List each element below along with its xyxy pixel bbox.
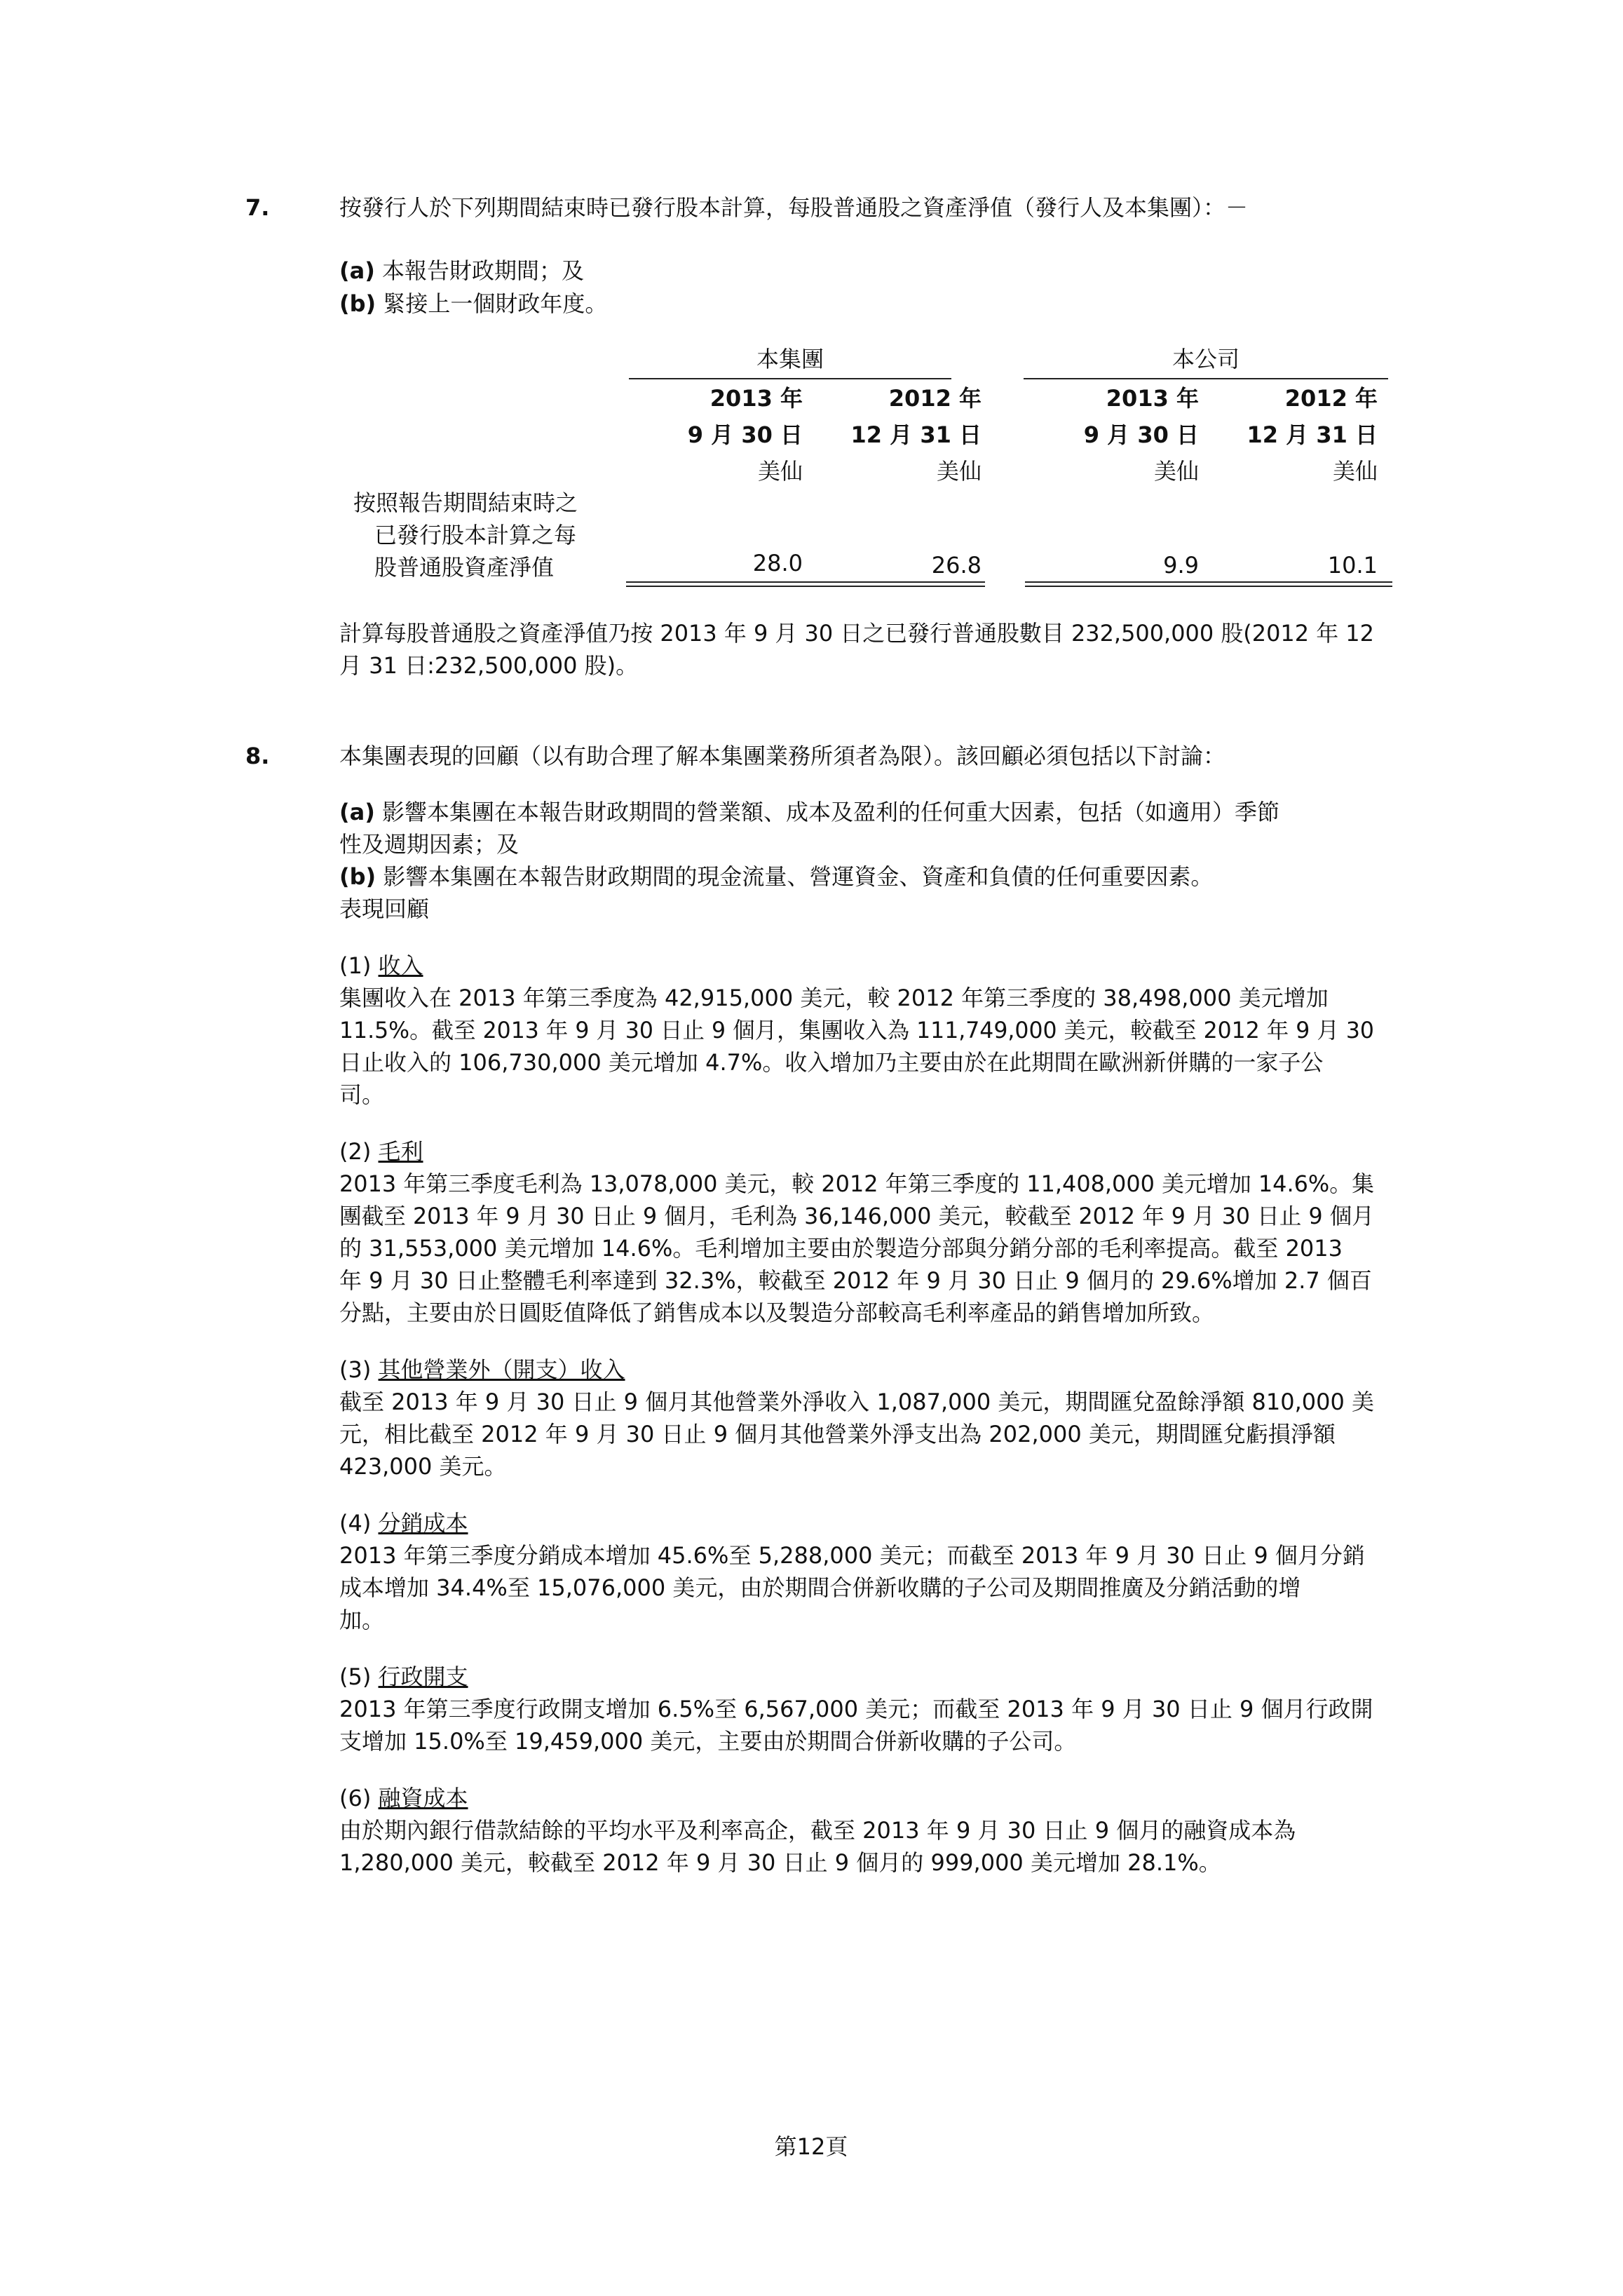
- subsection-5-line-1: 2013 年第三季度行政開支增加 6.5%至 6,567,000 美元；而截至 2013 年 9 月 30 日止 9 個月行政開: [339, 1696, 1373, 1722]
- subsection-number: (2): [339, 1138, 379, 1165]
- subsection-title: 行政開支: [378, 1663, 468, 1690]
- total-rule-col-4: [1200, 581, 1392, 587]
- value-group-2012: 26.8: [931, 552, 982, 579]
- section-8-heading: 本集團表現的回顧（以有助合理了解本集團業務所須者為限）。該回顧必須包括以下討論：: [339, 743, 1226, 769]
- subsection-number: (1): [339, 952, 379, 979]
- col-1-year: 2013 年: [709, 385, 803, 412]
- subsection-6-heading: [339, 1782, 468, 1814]
- item-label: (b): [339, 290, 376, 317]
- item-text: 本報告財政期間；及: [374, 257, 585, 284]
- total-rule-col-3: [1025, 581, 1200, 587]
- item-text: 緊接上一個財政年度。: [376, 290, 608, 317]
- subsection-number: (3): [339, 1356, 379, 1383]
- subsection-1-line-2: 11.5%。截至 2013 年 9 月 30 日止 9 個月，集團收入為 111,749,000 美元，較截至 2012 年 9 月 30: [339, 1017, 1374, 1044]
- subsection-2-line-4: 年 9 月 30 日止整體毛利率達到 32.3%，較截至 2012 年 9 月 30 日止 9 個月的 29.6%增加 2.7 個百: [339, 1267, 1372, 1294]
- subsection-number: (4): [339, 1510, 379, 1537]
- row-label-line-3: 股普通股資產淨值: [374, 554, 555, 581]
- subsection-title: 其他營業外（開支）收入: [378, 1356, 625, 1383]
- subsection-6-line-2: 1,280,000 美元，較截至 2012 年 9 月 30 日止 9 個月的 999,000 美元增加 28.1%。: [339, 1849, 1221, 1876]
- col-1-date: 9 月 30 日: [687, 421, 803, 448]
- subsection-1-heading: [339, 950, 423, 982]
- nav-note-line-1: 計算每股普通股之資產淨值乃按 2013 年 9 月 30 日之已發行普通股數目 232,500,000 股(2012 年 12: [339, 620, 1374, 647]
- subsection-2-line-3: 的 31,553,000 美元增加 14.6%。毛利增加主要由於製造分部與分銷分部的毛利率提高。截至 2013: [339, 1235, 1343, 1262]
- col-2-date: 12 月 31 日: [850, 421, 982, 448]
- row-label-line-2: 已發行股本計算之每: [374, 522, 577, 548]
- value-group-2013: 28.0: [752, 550, 803, 576]
- item-label: (a): [339, 257, 375, 284]
- subsection-3-line-3: 423,000 美元。: [339, 1453, 507, 1480]
- item-text: 影響本集團在本報告財政期間的營業額、成本及盈利的任何重大因素，包括（如適用）季節: [374, 799, 1280, 825]
- subsection-title: 收入: [378, 952, 423, 979]
- col-2-year: 2012 年: [888, 385, 982, 412]
- header-rule-company: [1024, 378, 1388, 379]
- total-rule-col-2: [814, 581, 985, 587]
- subsection-title: 融資成本: [378, 1785, 468, 1811]
- table-header-group: 本集團: [756, 346, 824, 372]
- subsection-4-line-2: 成本增加 34.4%至 15,076,000 美元，由於期間合併新收購的子公司及期間推廣及分銷活動的增: [339, 1574, 1301, 1601]
- subsection-title: 分銷成本: [378, 1510, 468, 1537]
- value-company-2012: 10.1: [1327, 552, 1378, 579]
- nav-note-line-2: 月 31 日:232,500,000 股)。: [339, 652, 639, 679]
- item-label: (a): [339, 799, 375, 825]
- subsection-1-line-4: 司。: [339, 1081, 385, 1108]
- subsection-3-line-1: 截至 2013 年 9 月 30 日止 9 個月其他營業外淨收入 1,087,000 美元，期間匯兌盈餘淨額 810,000 美: [339, 1389, 1374, 1415]
- section-8-item-b: [339, 860, 1213, 893]
- row-label-line-1: 按照報告期間結束時之: [353, 489, 578, 516]
- col-4-unit: 美仙: [1332, 458, 1378, 485]
- section-8-item-a-line-2: 性及週期因素；及: [339, 831, 520, 858]
- col-3-unit: 美仙: [1153, 458, 1199, 485]
- subsection-title: 毛利: [378, 1138, 423, 1165]
- subsection-5-heading: [339, 1661, 468, 1693]
- subsection-number: (5): [339, 1663, 379, 1690]
- subsection-3-line-2: 元，相比截至 2012 年 9 月 30 日止 9 個月其他營業外淨支出為 202,000 美元，期間匯兌虧損淨額: [339, 1421, 1336, 1447]
- header-rule-group: [629, 378, 951, 379]
- col-3-year: 2013 年: [1106, 385, 1199, 412]
- subsection-2-line-5: 分點，主要由於日圓貶值降低了銷售成本以及製造分部較高毛利率產品的銷售增加所致。: [339, 1299, 1215, 1326]
- review-title: 表現回顧: [339, 896, 430, 922]
- item-text: 影響本集團在本報告財政期間的現金流量、營運資金、資產和負債的任何重要因素。: [376, 863, 1214, 890]
- subsection-2-heading: [339, 1135, 423, 1168]
- col-4-year: 2012 年: [1284, 385, 1378, 412]
- subsection-2-line-1: 2013 年第三季度毛利為 13,078,000 美元，較 2012 年第三季度的 11,408,000 美元增加 14.6%。集: [339, 1170, 1375, 1197]
- subsection-1-line-1: 集團收入在 2013 年第三季度為 42,915,000 美元，較 2012 年第三季度的 38,498,000 美元增加: [339, 985, 1329, 1011]
- section-7-number: 7.: [245, 194, 270, 221]
- section-7-item-b: [339, 288, 607, 320]
- subsection-4-line-3: 加。: [339, 1607, 385, 1633]
- section-7-item-a: [339, 255, 584, 287]
- item-label: (b): [339, 863, 376, 890]
- subsection-3-heading: [339, 1353, 625, 1386]
- subsection-5-line-2: 支增加 15.0%至 19,459,000 美元，主要由於期間合併新收購的子公司。: [339, 1728, 1077, 1755]
- subsection-4-heading: [339, 1507, 468, 1539]
- subsection-2-line-2: 團截至 2013 年 9 月 30 日止 9 個月，毛利為 36,146,000 美元，較截至 2012 年 9 月 30 日止 9 個月: [339, 1203, 1374, 1229]
- section-7-heading: 按發行人於下列期間結束時已發行股本計算，每股普通股之資產淨值（發行人及本集團）：－: [339, 194, 1249, 221]
- col-1-unit: 美仙: [757, 458, 803, 485]
- subsection-number: (6): [339, 1785, 379, 1811]
- section-8-item-a-line-1: [339, 796, 1279, 828]
- table-header-company: 本公司: [1172, 346, 1240, 372]
- total-rule-col-1: [626, 581, 814, 587]
- value-company-2013: 9.9: [1163, 552, 1199, 579]
- page-number: 第12頁: [774, 2133, 848, 2160]
- subsection-6-line-1: 由於期內銀行借款結餘的平均水平及利率高企，截至 2013 年 9 月 30 日止 9 個月的融資成本為: [339, 1817, 1296, 1844]
- subsection-4-line-1: 2013 年第三季度分銷成本增加 45.6%至 5,288,000 美元；而截至 2013 年 9 月 30 日止 9 個月分銷: [339, 1542, 1365, 1569]
- col-3-date: 9 月 30 日: [1083, 421, 1199, 448]
- subsection-1-line-3: 日止收入的 106,730,000 美元增加 4.7%。收入增加乃主要由於在此期間在歐洲新併購的一家子公: [339, 1049, 1324, 1076]
- col-4-date: 12 月 31 日: [1247, 421, 1378, 448]
- section-8-number: 8.: [245, 743, 270, 769]
- col-2-unit: 美仙: [936, 458, 982, 485]
